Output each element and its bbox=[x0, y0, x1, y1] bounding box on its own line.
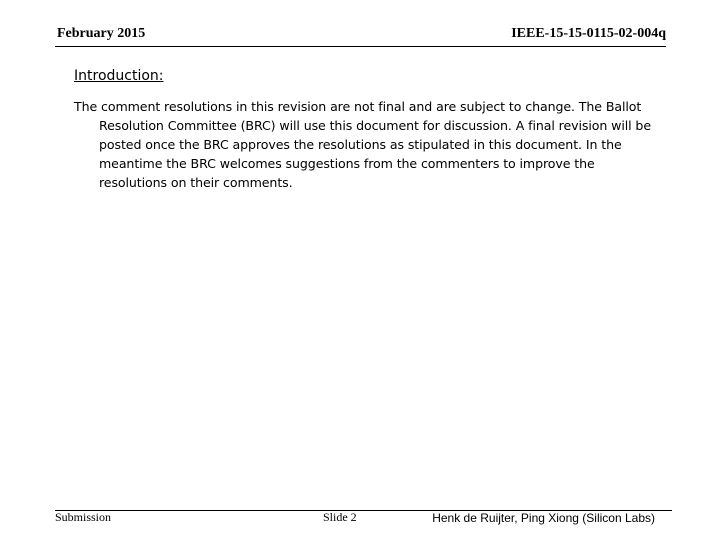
header-divider bbox=[55, 46, 666, 47]
header-date: February 2015 bbox=[57, 26, 146, 41]
body-paragraph: The comment resolutions in this revision are not final and are subject to change. The Ballot Resolution Committee (BRC) will use this document for discussion. A final revision will be posted once the BRC approves the resolutions as stipulated in this document. In the meantime the BRC welcomes suggestions from the commenters to improve the resolutions on their comments. bbox=[74, 99, 651, 190]
footer-submission: Submission bbox=[55, 510, 112, 524]
section-heading: Introduction: bbox=[74, 68, 164, 84]
footer-slide-number: Slide 2 bbox=[323, 510, 357, 524]
footer-authors: Henk de Ruijter, Ping Xiong (Silicon Labs) bbox=[432, 511, 655, 525]
header-doc-number: IEEE-15-15-0115-02-004q bbox=[511, 26, 666, 41]
